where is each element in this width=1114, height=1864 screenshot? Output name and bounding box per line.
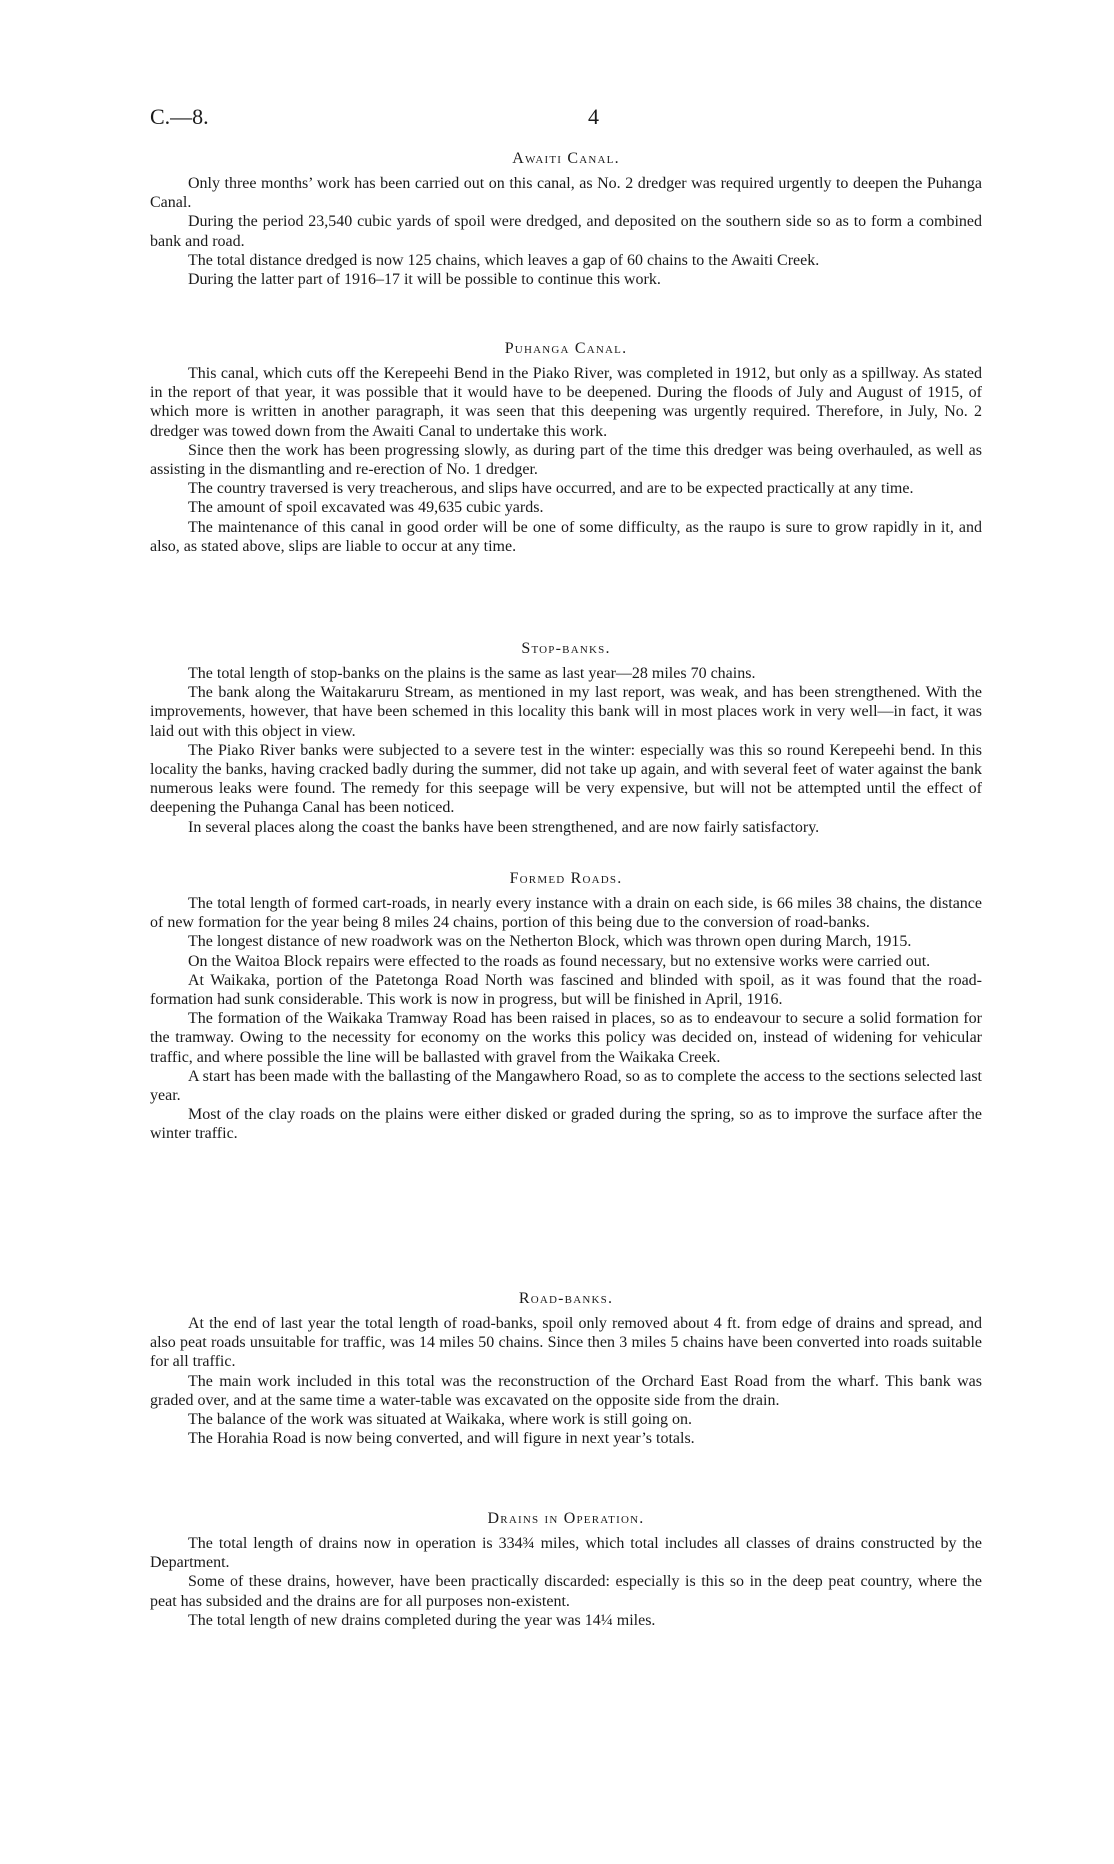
paragraph: At Waikaka, portion of the Patetonga Road North was fascined and blinded with spoil, as it was found that the road-formation had sunk considerable. This work is now in progress, but will be finished in April, 1916. xyxy=(150,971,982,1009)
paragraph: The total length of new drains completed during the year was 14¼ miles. xyxy=(188,1611,656,1629)
section-awaiti-canal xyxy=(150,148,982,289)
paragraph: In several places along the coast the banks have been strengthened, and are now fairly satisfactory. xyxy=(188,818,820,836)
section-heading: Road-banks. xyxy=(518,1290,614,1307)
section-heading: Awaiti Canal. xyxy=(512,150,620,167)
paragraph: The total length of drains now in operation is 334¾ miles, which total includes all classes of drains constructed by the Department. xyxy=(150,1535,982,1572)
paragraph: The amount of spoil excavated was 49,635 cubic yards. xyxy=(188,499,544,517)
page-number: 4 xyxy=(588,104,599,129)
paragraph: Since then the work has been progressing slowly, as during part of the time this dredger was being overhauled, as well as assisting in the dismantling and re-erection of No. 1 dredger. xyxy=(150,441,982,479)
section-heading: Stop-banks. xyxy=(521,640,611,657)
paragraph: A start has been made with the ballasting of the Mangawhero Road, so as to complete the access to the sections selected last year. xyxy=(150,1067,982,1105)
paragraph: The total length of formed cart-roads, in nearly every instance with a drain on each side, is 66 miles 38 chains, the distance of new formation for the year being 8 miles 24 chains, portion of this being due to the conversion of road-banks. xyxy=(150,895,982,932)
paragraph: The balance of the work was situated at Waikaka, where work is still going on. xyxy=(188,1411,693,1429)
section-road-banks xyxy=(150,1288,982,1448)
paragraph: The bank along the Waitakaruru Stream, as mentioned in my last report, was weak, and has been strengthened. With the improvements, however, that have been schemed in this locality this bank will in most places work in very well—in fact, it was laid out with this object in view. xyxy=(150,684,982,740)
paragraph: The country traversed is very treacherous, and slips have occurred, and are to be expected practically at any time. xyxy=(188,480,914,498)
paragraph: The main work included in this total was the reconstruction of the Orchard East Road from the wharf. This bank was graded over, and at the same time a water-table was excavated on the opposite side from the drain. xyxy=(150,1372,982,1409)
section-heading: Formed Roads. xyxy=(509,870,623,887)
paragraph: The total distance dredged is now 125 chains, which leaves a gap of 60 chains to the Awaiti Creek. xyxy=(188,251,820,269)
section-heading: Drains in Operation. xyxy=(487,1510,645,1527)
paragraph: The longest distance of new roadwork was on the Netherton Block, which was thrown open during March, 1915. xyxy=(188,933,912,951)
paragraph: The total length of stop-banks on the plains is the same as last year—28 miles 70 chains. xyxy=(188,665,756,682)
paragraph: Some of these drains, however, have been practically discarded: especially is this so in the deep peat country, where the peat has subsided and the drains are for all purposes non-existent. xyxy=(150,1573,982,1610)
paragraph: The Horahia Road is now being converted, and will figure in next year’s totals. xyxy=(188,1430,695,1448)
paragraph: The formation of the Waikaka Tramway Road has been raised in places, so as to endeavour to secure a solid formation for the tramway. Owing to the necessity for economy on the works this policy was decided on, instead of widening for vehicular traffic, and where possible the line will be ballasted with gravel from the Waikaka Creek. xyxy=(150,1010,982,1066)
paragraph: On the Waitoa Block repairs were effected to the roads as found necessary, but no extensive works were carried out. xyxy=(188,952,931,970)
section-stop-banks xyxy=(150,638,982,837)
paragraph: This canal, which cuts off the Kerepeehi Bend in the Piako River, was completed in 1912, but only as a spillway. As stated in the report of that year, it was possible that it would have to be deepened. During the floods of July and August of 1915, of which more is written in another paragraph, it was seen that this deepening was urgently required. Therefore, in July, No. 2 dredger was towed down from the Awaiti Canal to undertake this work. xyxy=(150,365,982,440)
section-drains-in-operation xyxy=(150,1508,982,1630)
section-heading: Puhanga Canal. xyxy=(504,340,628,357)
document-reference: C.—8. xyxy=(150,104,209,129)
paragraph: During the period 23,540 cubic yards of spoil were dredged, and deposited on the southern side so as to form a combined bank and road. xyxy=(150,213,982,250)
paragraph: The Piako River banks were subjected to a severe test in the winter: especially was this so round Kerepeehi bend. In this locality the banks, having cracked badly during the summer, did not take up again, and with several feet of water against the bank numerous leaks were found. The remedy for this seepage will be very expensive, but will not be attempted until the effect of deepening the Puhanga Canal has been noticed. xyxy=(150,741,982,817)
paragraph: Only three months’ work has been carried out on this canal, as No. 2 dredger was required urgently to deepen the Puhanga Canal. xyxy=(150,175,982,212)
paragraph: At the end of last year the total length of road-banks, spoil only removed about 4 ft. from edge of drains and spread, and also peat roads unsuitable for traffic, was 14 miles 50 chains. Since then 3 miles 5 chains have been converted into roads suitable for all traffic. xyxy=(150,1315,982,1371)
section-puhanga-canal xyxy=(150,338,982,556)
paragraph: During the latter part of 1916–17 it will be possible to continue this work. xyxy=(188,271,661,289)
section-formed-roads xyxy=(150,868,982,1144)
paragraph: The maintenance of this canal in good order will be one of some difficulty, as the raupo is sure to grow rapidly in it, and also, as stated above, slips are liable to occur at any time. xyxy=(150,518,982,555)
page-header xyxy=(150,104,982,134)
paragraph: Most of the clay roads on the plains were either disked or graded during the spring, so as to improve the surface after the winter traffic. xyxy=(150,1106,982,1143)
